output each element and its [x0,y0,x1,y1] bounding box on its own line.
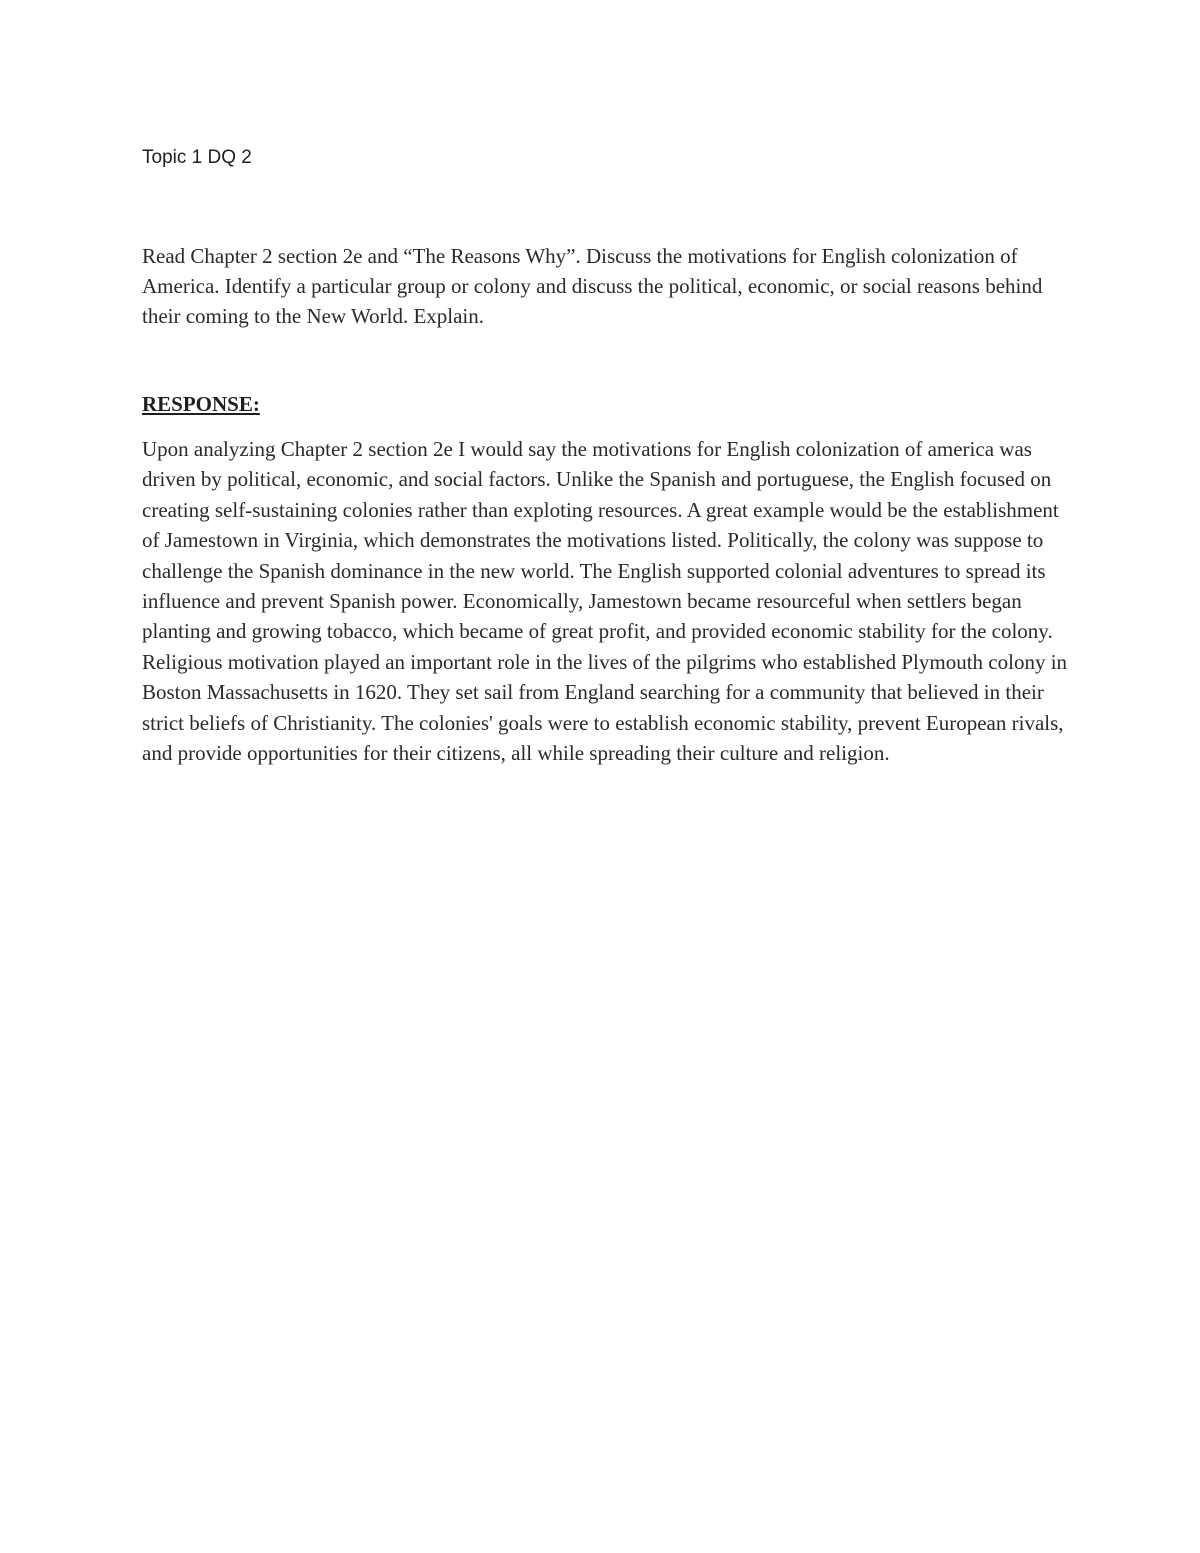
discussion-prompt: Read Chapter 2 section 2e and “The Reasons Why”. Discuss the motivations for English colonization of America. Identify a particular group or colony and discuss the political, economic, or social reasons behind their coming to the New World. Explain. [142,244,1043,328]
document-content [142,143,1072,768]
page-title: Topic 1 DQ 2 [142,147,252,168]
response-body: Upon analyzing Chapter 2 section 2e I would say the motivations for English colonization of america was driven by political, economic, and social factors. Unlike the Spanish and portuguese, the English focused on creating self-sustaining colonies rather than exploting resources. A great example would be the establishment of Jamestown in Virginia, which demonstrates the motivations listed. Politically, the colony was suppose to challenge the Spanish dominance in the new world. The English supported colonial adventures to spread its influence and prevent Spanish power. Economically, Jamestown became resourceful when settlers began planting and growing tobacco, which became of great profit, and provided economic stability for the colony. Religious motivation played an important role in the lives of the pilgrims who established Plymouth colony in Boston Massachusetts in 1620. They set sail from England searching for a community that believed in their strict beliefs of Christianity. The colonies' goals were to establish economic stability, prevent European rivals, and provide opportunities for their citizens, all while spreading their culture and religion. [142,437,1068,766]
response-heading: RESPONSE: [142,392,260,416]
